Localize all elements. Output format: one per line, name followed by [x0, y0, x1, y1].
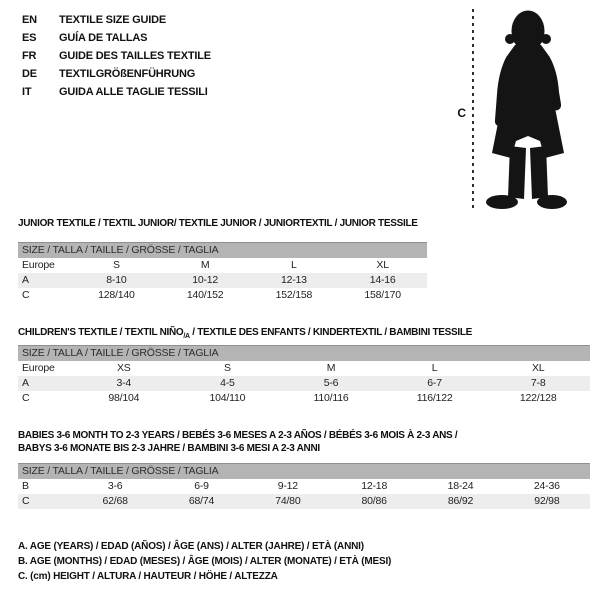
table-row-c [18, 391, 590, 406]
size-cell: 98/104 [108, 392, 140, 404]
table-row-a [18, 376, 590, 391]
babies-title-line2: BABYS 3-6 MONATE BIS 2-3 JAHRE / BAMBINI 3-6 MESI A 2-3 ANNI [18, 443, 320, 454]
size-cell: 62/68 [102, 495, 128, 507]
size-cell: 128/140 [98, 289, 135, 301]
size-cell: 12-18 [361, 480, 388, 492]
footnote-b: B. AGE (MONTHS) / EDAD (MESES) / ÂGE (MOIS) / ALTER (MONATE) / ETÀ (MESI) [18, 556, 392, 567]
language-guide [22, 11, 211, 101]
table-row-europe [18, 258, 427, 273]
size-header-bar: SIZE / TALLA / TAILLE / GRÖSSE / TAGLIA [18, 345, 590, 361]
row-label-cell: Europe [22, 362, 55, 374]
size-cell: 104/110 [209, 392, 246, 404]
size-cell: 8-10 [106, 274, 127, 286]
size-cell: XL [531, 362, 545, 374]
language-row [22, 29, 211, 47]
size-cell: 116/122 [416, 392, 453, 404]
size-header-bar: SIZE / TALLA / TAILLE / GRÖSSE / TAGLIA [18, 242, 427, 258]
table-row-europe [18, 361, 590, 376]
size-cell: 4-5 [220, 377, 235, 389]
size-cell: XL [376, 259, 389, 271]
size-cell: 122/128 [519, 392, 557, 404]
size-header-bar: SIZE / TALLA / TAILLE / GRÖSSE / TAGLIA [18, 463, 590, 479]
row-label-cell: Europe [22, 259, 55, 271]
size-cell: XS [116, 362, 131, 374]
size-cell: 6-7 [427, 377, 442, 389]
language-label: GUIDA ALLE TAGLIE TESSILI [59, 86, 208, 98]
table-row-b [18, 479, 590, 494]
babies-title-line1: BABIES 3-6 MONTH TO 2-3 YEARS / BEBÉS 3-6 MESES A 2-3 AÑOS / BÉBÉS 3-6 MOIS À 2-3 ANS / [18, 430, 458, 441]
language-label: TEXTILE SIZE GUIDE [59, 14, 167, 26]
row-label-cell: C [22, 289, 30, 301]
size-cell: 92/98 [534, 495, 560, 507]
footnotes [18, 539, 391, 584]
size-cell: 110/116 [313, 392, 349, 404]
title-text: CHILDREN'S TEXTILE / TEXTIL NIÑO [18, 327, 184, 338]
size-cell: S [112, 259, 120, 271]
junior-table [18, 242, 427, 303]
size-cell: 24-36 [533, 480, 560, 492]
title-subscript: /A [183, 333, 190, 340]
language-code: ES [22, 32, 37, 44]
measure-c-label: C [457, 106, 466, 120]
language-label: TEXTILGRÖßENFÜHRUNG [59, 68, 196, 80]
row-label-cell: C [22, 392, 30, 404]
language-label: GUÍA DE TALLAS [59, 32, 148, 44]
table-row-c [18, 494, 590, 509]
language-row [22, 65, 211, 83]
babies-table [18, 463, 590, 509]
size-cell: 86/92 [447, 495, 474, 507]
size-cell: 14-16 [369, 274, 396, 286]
language-label: GUIDE DES TAILLES TEXTILE [59, 50, 211, 62]
size-cell: 10-12 [192, 274, 219, 286]
language-code: IT [22, 86, 32, 98]
babies-table-title [18, 429, 457, 455]
size-cell: 9-12 [277, 480, 298, 492]
size-cell: S [223, 362, 231, 374]
footnote-a: A. AGE (YEARS) / EDAD (AÑOS) / ÂGE (ANS) / ALTER (JAHRE) / ETÀ (ANNI) [18, 541, 364, 552]
size-cell: 7-8 [530, 377, 546, 389]
size-cell: 74/80 [275, 495, 301, 507]
table-row-a [18, 273, 427, 288]
height-dashed-line [472, 9, 474, 209]
size-cell: 3-6 [107, 480, 123, 492]
size-cell: 18-24 [447, 480, 474, 492]
row-label-cell: C [22, 495, 30, 507]
language-code: EN [22, 14, 37, 26]
language-code: DE [22, 68, 37, 80]
row-label-cell: A [22, 274, 29, 286]
size-cell: 158/170 [364, 289, 401, 301]
row-label-cell: A [22, 377, 29, 389]
size-cell: 68/74 [188, 495, 215, 507]
size-cell: L [291, 259, 297, 271]
junior-table-title: JUNIOR TEXTILE / TEXTIL JUNIOR/ TEXTILE JUNIOR / JUNIORTEXTIL / JUNIOR TESSILE [18, 218, 418, 229]
language-code: FR [22, 50, 37, 62]
size-cell: 5-6 [323, 377, 339, 389]
size-cell: 140/152 [186, 289, 224, 301]
language-row [22, 11, 211, 29]
title-text: / TEXTILE DES ENFANTS / KINDERTEXTIL / BAMBINI TESSILE [189, 327, 473, 338]
size-cell: 12-13 [280, 274, 307, 286]
language-row [22, 47, 211, 65]
table-row-c [18, 288, 427, 303]
language-row [22, 83, 211, 101]
size-cell: L [431, 362, 438, 374]
size-cell: 6-9 [194, 480, 209, 492]
toddler-silhouette-image [485, 8, 570, 210]
size-cell: M [200, 259, 210, 271]
footnote-c: C. (cm) HEIGHT / ALTURA / HAUTEUR / HÖHE / ALTEZZA [18, 571, 278, 582]
size-cell: 152/158 [275, 289, 313, 301]
childrens-table-title [18, 326, 472, 343]
childrens-table [18, 345, 590, 406]
size-cell: M [326, 362, 336, 374]
row-label-cell: B [22, 480, 29, 492]
size-cell: 3-4 [116, 377, 132, 389]
size-cell: 80/86 [361, 495, 387, 507]
